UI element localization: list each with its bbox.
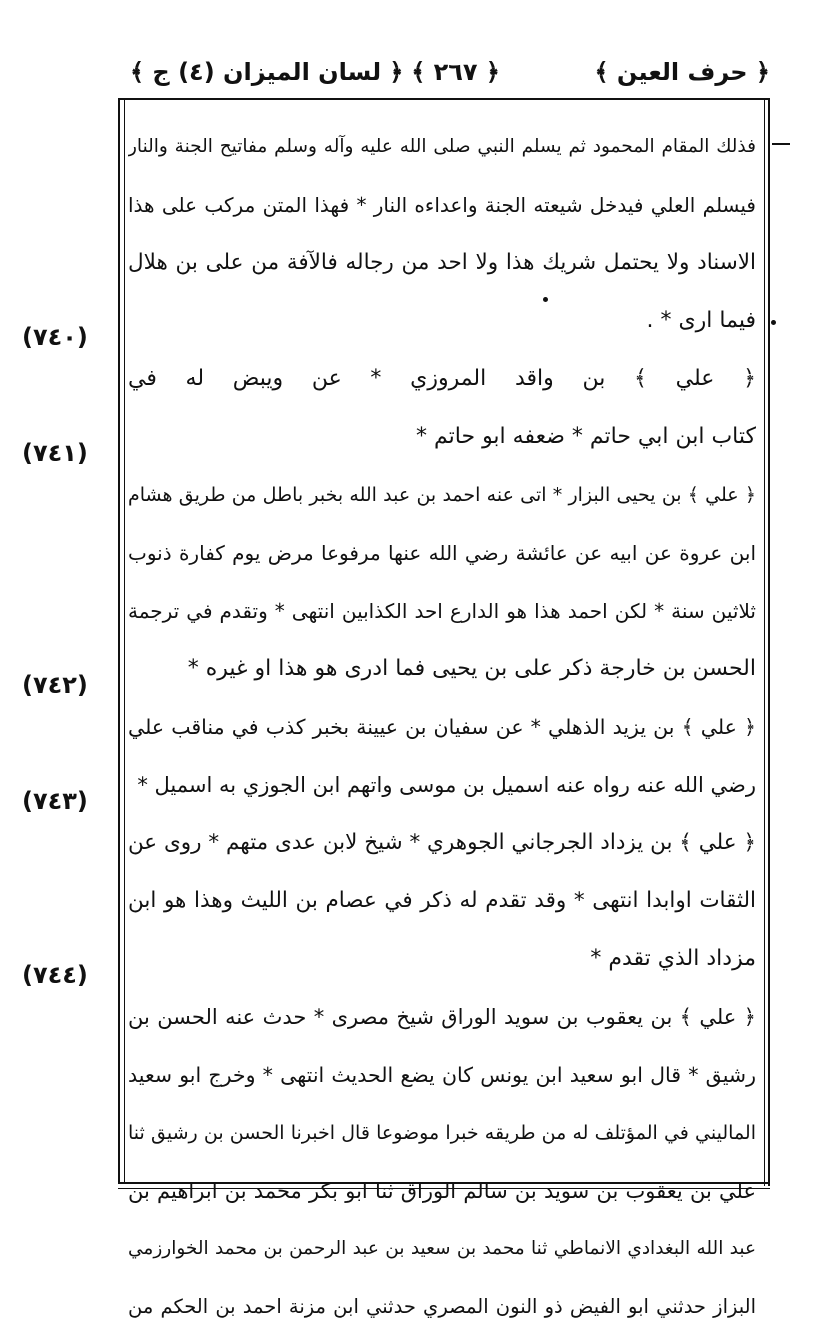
- text-line: رشيق * قال ابو سعيد ابن يونس كان يضع الحديث انتهى * وخرج ابو سعيد: [128, 1063, 756, 1087]
- entry-number-743: (٧٤٣): [22, 787, 88, 815]
- running-header: [130, 52, 770, 96]
- margin-dash-mark: [772, 143, 790, 145]
- text-line: فيسلم العلي فيدخل شيعته الجنة واعداءه النار * فهذا المتن مركب على هذا: [128, 193, 756, 217]
- text-line: ﴿ علي ﴾ بن يزيد الذهلي * عن سفيان بن عيينة بخبر كذب في مناقب علي: [128, 715, 756, 739]
- text-line: كتاب ابن ابي حاتم * ضعفه ابو حاتم *: [416, 424, 756, 449]
- text-line: عبد الله البغدادي الانماطي ثنا محمد بن سعيد بن عبد الرحمن بن محمد الخوارزمي: [128, 1238, 756, 1259]
- frame-right-rule: [764, 100, 770, 1186]
- entry-number-740: (٧٤٠): [22, 323, 88, 351]
- main-text: [128, 118, 756, 1336]
- text-line: البزاز حدثني ابو الفيض ذو النون المصري حدثني ابن مزنة احمد بن الحكم من: [128, 1295, 756, 1318]
- text-line: ﴿ علي ﴾ بن واقد المروزي * عن ويبض له في: [128, 366, 756, 391]
- page-number: ﴿ ٢٦٧ ﴾: [411, 58, 500, 86]
- text-line: الثقات اوابدا انتهى * وقد تقدم له ذكر في عصام بن الليث وهذا هو ابن: [128, 888, 756, 913]
- frame-left-rule: [118, 100, 125, 1182]
- entry-number-741: (٧٤١): [22, 439, 88, 467]
- text-line: علي بن يعقوب بن سويد بن سالم الوراق ثنا ابو بكر محمد بن ابراهيم بن: [128, 1179, 756, 1203]
- frame-top-rule: [118, 98, 770, 100]
- text-line: الاسناد ولا يحتمل شريك هذا ولا احد من رجاله فالآفة من على بن هلال: [128, 250, 756, 275]
- ink-dot: [771, 320, 776, 325]
- text-line: فذلك المقام المحمود ثم يسلم النبي صلى الله عليه وآله وسلم مفاتيح الجنة والنار: [128, 136, 756, 157]
- text-line: ﴿ علي ﴾ بن يزداد الجرجاني الجوهري * شيخ لابن عدى متهم * روى عن: [128, 830, 756, 855]
- chapter-title: ﴿ حرف العين ﴾: [594, 58, 770, 86]
- text-line: ابن عروة عن ابيه عن عائشة رضي الله عنها مرفوعا مرض يوم كفارة ذنوب: [128, 541, 756, 565]
- text-line: ﴿ علي ﴾ بن يحيى البزار * اتى عنه احمد بن عبد الله بخبر باطل من طريق هشام: [128, 484, 756, 506]
- text-line: رضي الله عنه رواه عنه اسميل بن موسى واتهم ابن الجوزي به اسميل *: [137, 773, 756, 797]
- entry-number-742: (٧٤٢): [22, 671, 88, 699]
- text-line: فيما ارى * .: [646, 308, 756, 333]
- text-line: ﴿ علي ﴾ بن يعقوب بن سويد الوراق شيخ مصرى * حدث عنه الحسن بن: [128, 1005, 756, 1029]
- entry-number-744: (٧٤٤): [22, 961, 88, 989]
- text-line: الماليني في المؤتلف له من طريقه خبرا موضوعا قال اخبرنا الحسن بن رشيق ثنا: [128, 1122, 756, 1144]
- text-line: مزداد الذي تقدم *: [590, 946, 756, 971]
- text-line: الحسن بن خارجة ذكر على بن يحيى فما ادرى هو هذا او غيره *: [187, 656, 756, 681]
- text-line: ثلاثين سنة * لكن احمد هذا هو الدارع احد الكذابين انتهى * وتقدم في ترجمة: [128, 599, 756, 623]
- book-title: ﴿ لسان الميزان (٤) ج ﴾: [130, 58, 404, 86]
